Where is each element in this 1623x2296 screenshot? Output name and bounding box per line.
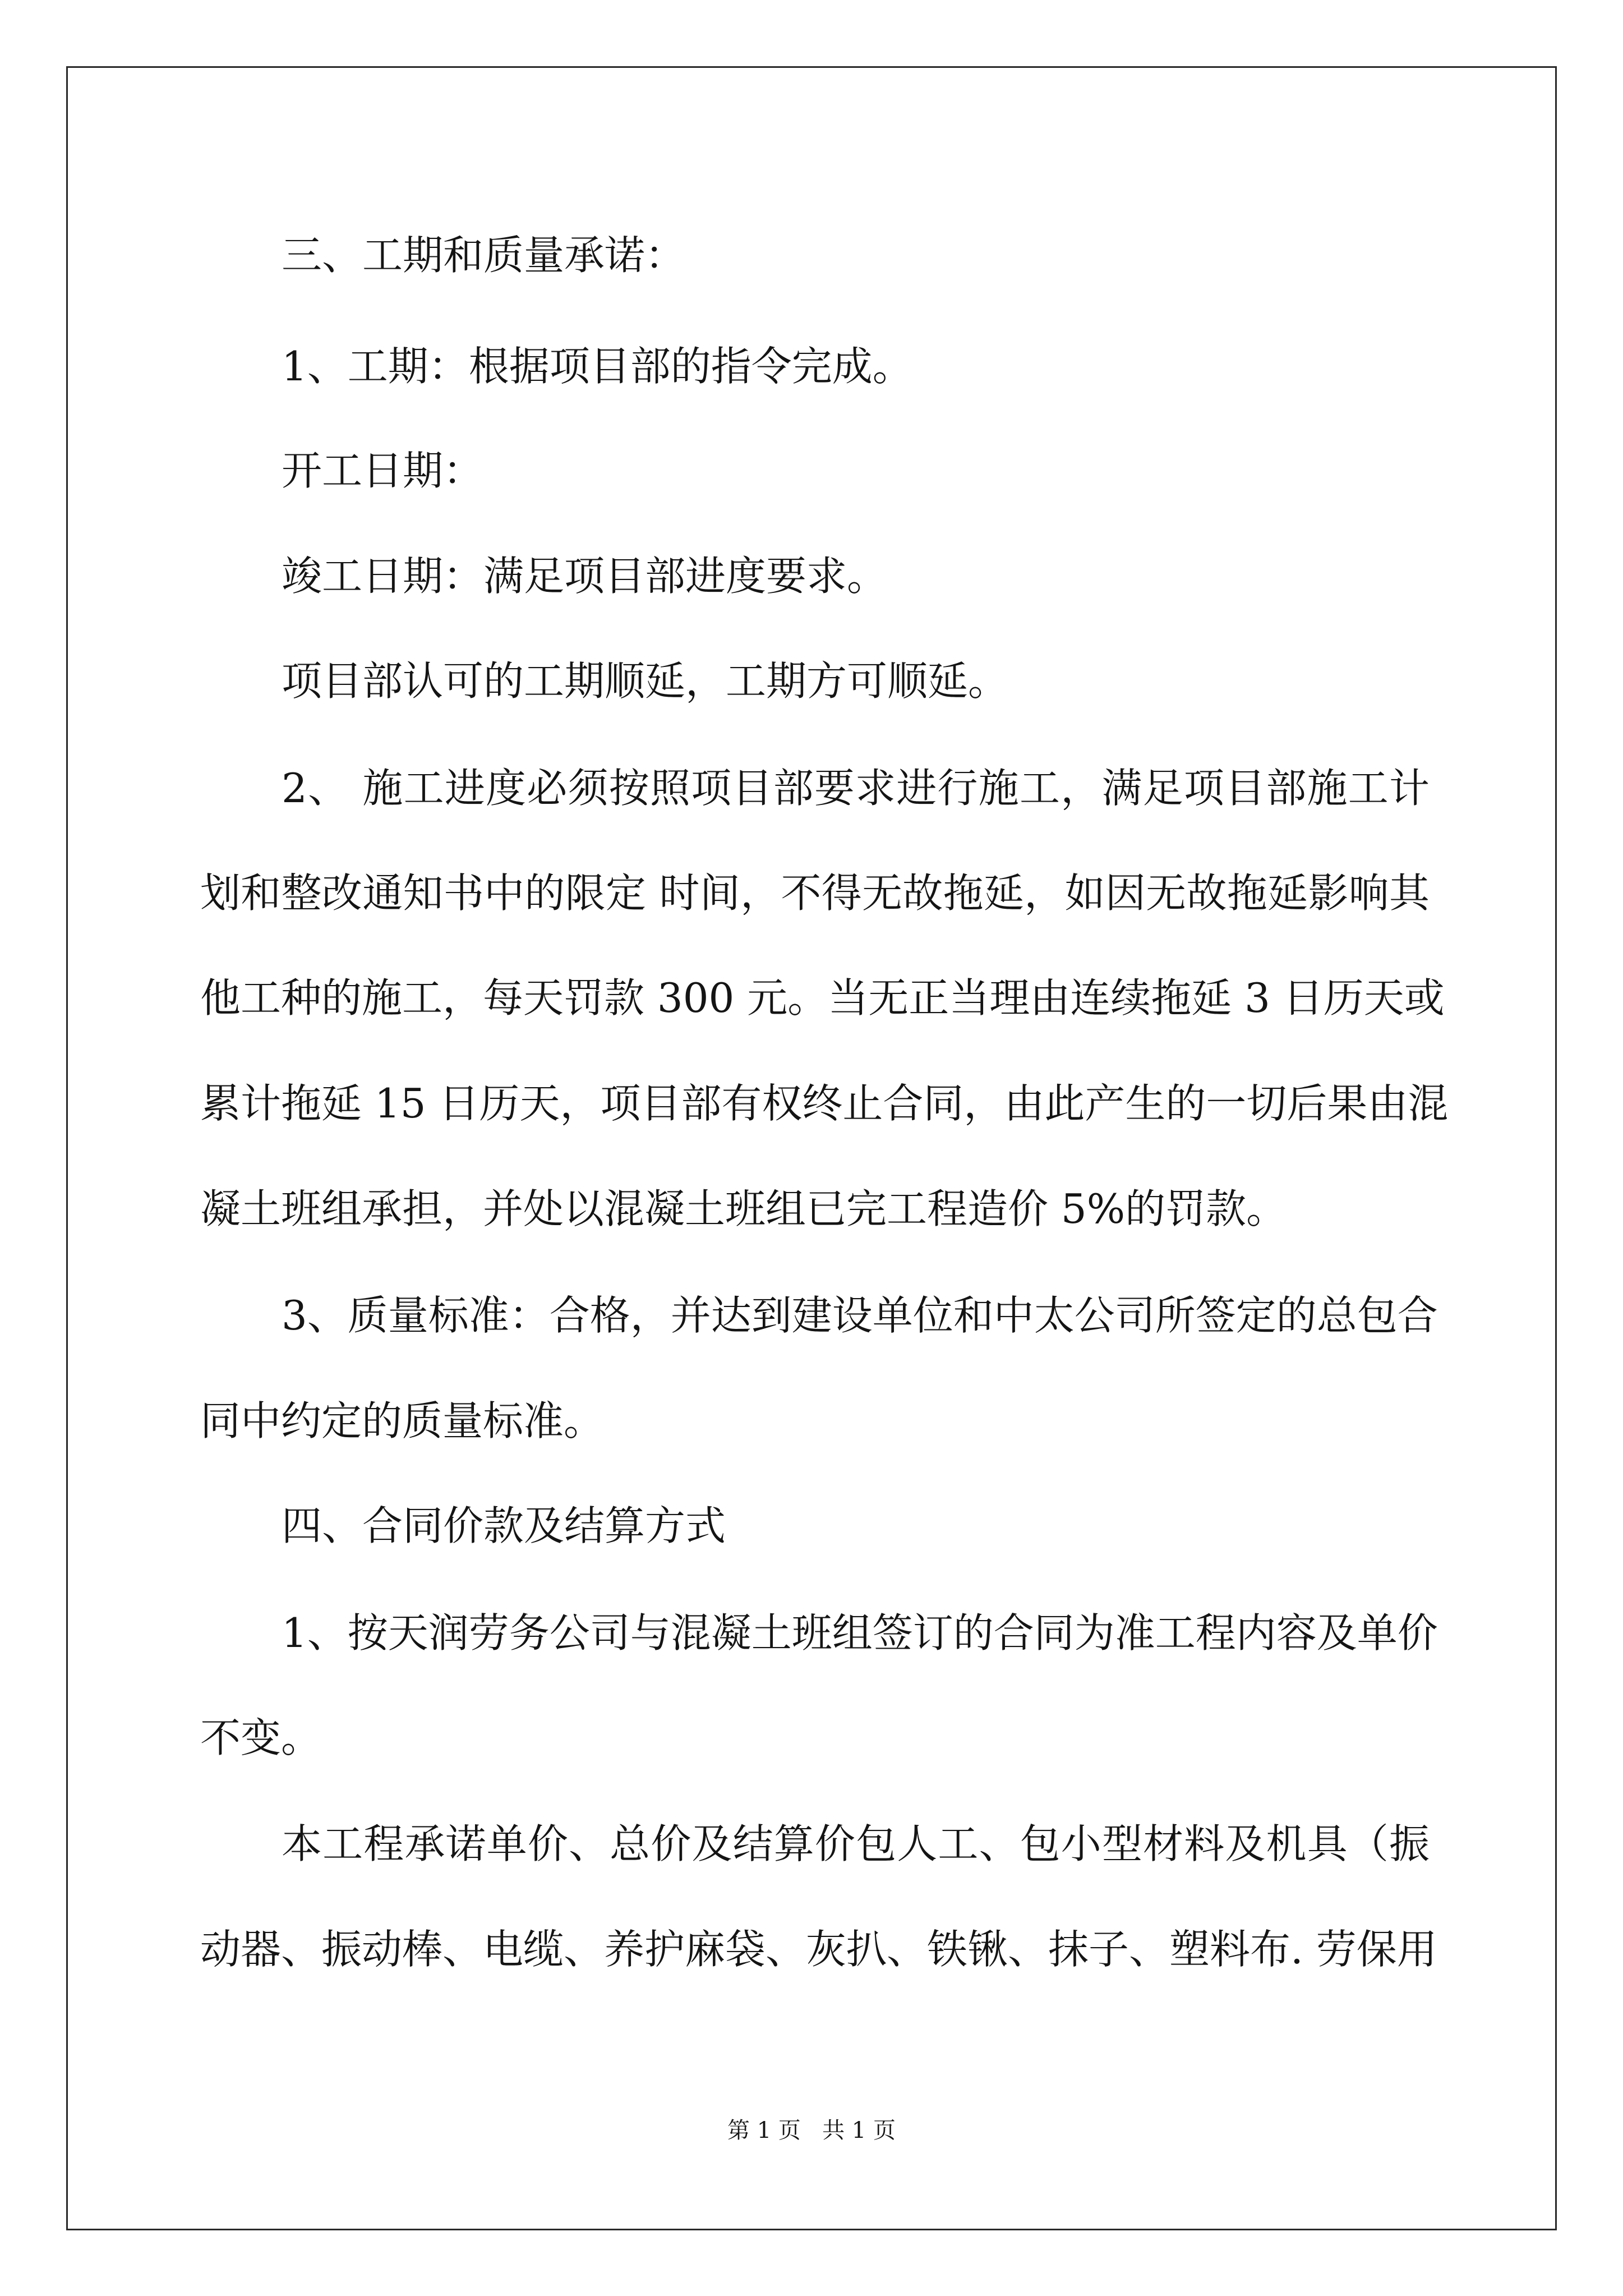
- paragraph-price-line-2: 不变。: [200, 1714, 322, 1761]
- paragraph-progress-line-3: 他工种的施工，每天罚款 300 元。当无正当理由连续拖延 3 日历天或: [200, 974, 1445, 1022]
- paragraph-price-line-1: 1、按天润劳务公司与混凝土班组签订的合同为准工程内容及单价: [282, 1609, 1438, 1657]
- paragraph-progress-line-1: 2、 施工进度必须按照项目部要求进行施工，满足项目部施工计: [282, 765, 1430, 812]
- paragraph-scope-line-1: 本工程承诺单价、总价及结算价包人工、包小型材料及机具（振: [282, 1820, 1430, 1867]
- paragraph-scope-line-2: 动器、振动棒、电缆、养护麻袋、灰扒、铁锹、抹子、塑料布. 劳保用: [200, 1926, 1437, 1973]
- paragraph-progress-line-4: 累计拖延 15 日历天，项目部有权终止合同，由此产生的一切后果由混: [200, 1080, 1449, 1127]
- paragraph-completion-date: 竣工日期：满足项目部进度要求。: [282, 553, 888, 600]
- page-number-footer: 第 1 页 共 1 页: [727, 2118, 896, 2143]
- paragraph-duration: 1、工期：根据项目部的指令完成。: [282, 343, 913, 390]
- paragraph-quality-line-1: 3、质量标准：合格，并达到建设单位和中太公司所签定的总包合: [282, 1292, 1438, 1339]
- paragraph-extension: 项目部认可的工期顺延，工期方可顺延。: [282, 657, 1009, 705]
- section-heading-schedule-quality: 三、工期和质量承诺：: [282, 232, 686, 279]
- section-heading-price-settlement: 四、合同价款及结算方式: [282, 1502, 726, 1549]
- paragraph-quality-line-2: 同中约定的质量标准。: [200, 1397, 605, 1444]
- paragraph-progress-line-5: 凝土班组承担，并处以混凝土班组已完工程造价 5%的罚款。: [200, 1185, 1287, 1232]
- paragraph-progress-line-2: 划和整改通知书中的限定 时间，不得无故拖延，如因无故拖延影响其: [200, 869, 1430, 917]
- paragraph-start-date: 开工日期：: [282, 447, 484, 494]
